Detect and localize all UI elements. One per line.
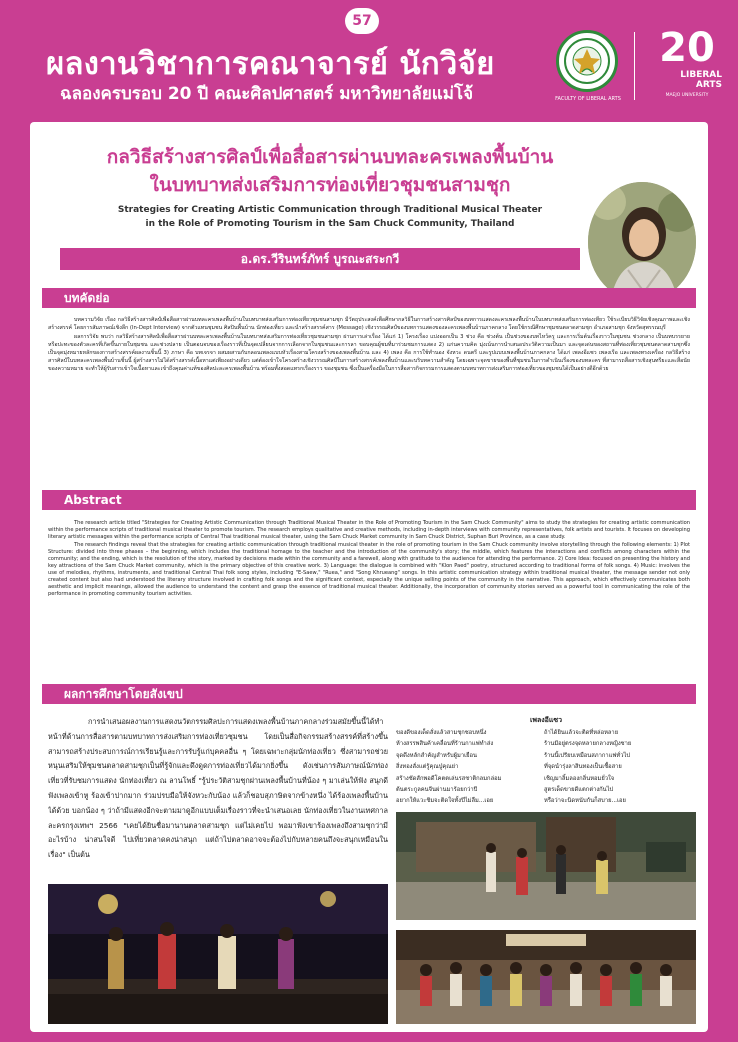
performance-photo-stage — [48, 884, 388, 1024]
poem-line: สูตรเด็ดขายดีแตกต่างกันไป — [544, 787, 614, 794]
article-title-en-line2: in the Role of Promoting Tourism in the Sam Chuck Community, Thailand — [145, 219, 515, 229]
article-card — [30, 122, 708, 1032]
poem-line: สิ่งทองสั่งแต่รู้คุณปู่คุณย่า — [396, 764, 459, 771]
abstract-th-paragraph: ผลการวิจัย พบว่า กลวิธีสร้างสารศิลป์เพื่อสื่อสารผ่านบทละครเพลงพื้นบ้านในบทบาทส่งเสริมการท่องเที่ยวชุมชนสามชุก ผ่านการเล่าเรื่อง ได้แก่ 1) โครงเรื่อง แบ่งออกเป็น 3 ช่วง คือ ช่วงต้น เป็นช่วงของบทไหว้ครู และการเริ่มต้นเรื่องราวในชุมชน ช่วงกลาง เป็นบทบรรยายหรือปะทะของตัวละครที่เกิดขึ้นภายในชุมชน และช่วงปลาย เป็นตอนจบของเรื่องราวที่เป็นจุดเปลี่ยนจากการเลือกจากในชุมชนและการลา ขอบคุณผู้ชมที่มาร่วมชมการแสดง 2) แก่นความคิด มุ่งเน้นการนำเสนอประวัติความเป็นมา และจุดเด่นของสถานที่ท่องเที่ยวชุมชนตลาดสามชุกซึ่งเป็นจุดมุ่งหมายหลักของการสร้างสรรค์ผลงานชิ้นนี้ 3) ภาษา คือ บทเจรจา ผสมผสานกับกลอนเพลงแบบหัวเรื่องสามโครงสร้างของเพลงพื้นบ้าน และ 4) เพลง คือ การใช้ทำนอง จังหวะ ดนตรี และรูปแบบเพลงพื้นบ้านภาคกลาง ได้แก่ เพลงอีแซว เพลงเรือ และเพลงทรงเครื่อง กลวิธีสร้างสารศิลป์ในบทละครเพลงพื้นบ้านชิ้นนี้ ผู้สร้างสารไม่ได้สร้างสรรค์เนื้อหาแต่เพียงอย่างเดียว แต่ต้องเข้าใจโครงสร้างเชิงวรรณศิลป์ในการสร้างสรรค์เพลงพื้นบ้านและบริบทความสำคัญ โดยเฉพาะจุดขายของพื้นที่ชุมชนในการดำเนินเรื่องของบทละคร ที่สามารถสื่อสารเชิงสุนทรียะและสื่อนัยของความหมาย จะทำให้ผู้รับสารเข้าใจเนื้อหาและเข้าถึงคุณค่าแท้ของศิลปะละครเพลงพื้นบ้าน พร้อมทั้งสอดแทรกเรื่องราว ของชุมชน ซึ่งเป็นเครื่องมือในการสื่อสารกิจกรรมการแสดงตามบทบาทการส่งเสริมการท่องเที่ยวของชุมชนได้เป็นอย่างดีอีกด้วย — [48, 334, 690, 373]
header-subtitle: ฉลองครบรอบ 20 ปี คณะศิลปศาสตร์ มหาวิทยาลัยแม่โจ้ — [60, 84, 474, 104]
abstract-th-paragraph: บทความวิจัย เรื่อง กลวิธีสร้างสารศิลป์เพื่อสื่อสารผ่านบทละครเพลงพื้นบ้านในบทบาทส่งเสริมการท่องเที่ยวชุมชนสามชุก มีวัตถุประสงค์เพื่อศึกษากลวิธีในการสร้างสารศิลป์ของบทการแสดงละครเพลงพื้นบ้านในบทบาทส่งเสริมการท่องเที่ยว ใช้ระเบียบวิธีวิจัยเชิงคุณภาพและเชิงสร้างสรรค์ โดยการสัมภาษณ์เชิงลึก (In-Dept Interview) จากตัวแทนชุมชน ศิลปินพื้นบ้าน นักท่องเที่ยว และนำสร้างสรรค์สาร (Message) เชิงวรรณศิลป์ของบทการแสดงของละครเพลงพื้นบ้านภาคกลาง โดยใช้กรณีศึกษาชุมชนตลาดสามชุก อำเภอสามชุก จังหวัดสุพรรณบุรี — [48, 317, 690, 332]
poem-title: เพลงอีแซว — [529, 716, 563, 724]
poem-line: ที่จุดนำรุ่งลาสินทองเป็นเชื้อสาย — [544, 764, 622, 771]
performance-photo-outdoor — [396, 812, 696, 920]
logo-20-number: 20 — [659, 25, 715, 71]
article-title-en-line1: Strategies for Creating Artistic Communication through Traditional Musical Theater — [117, 205, 543, 215]
poem-line: ถ้าได้ยินแล้วจะติดที่หล่อหลาย — [544, 730, 619, 736]
header-title: ผลงานวิชาการคณาจารย์ นักวิจัย — [46, 46, 495, 82]
results-text — [48, 715, 388, 875]
abstract-en-heading: Abstract — [42, 490, 696, 510]
poem-line: ร้านมีอยู่ตรงจุดหลายกลางหญิงชาย — [544, 741, 632, 748]
page-number: 57 — [345, 8, 379, 34]
abstract-en-paragraph: The research findings reveal that the strategies for creating artistic communication through traditional musical theater in the role of promoting tourism in the Sam Chuck community involve storytelling through the following elements: 1) Plot Structure: divided into three phases – the beginning, which includes the traditional homage to the teacher and the introduction of the community's story; the middle, which features the interactions and conflicts among characters within the community; and the ending, which is the resolution of the story, marked by decisions made within the community and a farewell, along with gratitude to the audience for attending the performance. 2) Core Idea: focused on presenting the history and key attractions of the Sam Chuck Market community, which is the primary objective of this creative work. 3) Language: the dialogue is combined with "Klon Paed" poetry, structured according to traditional forms of folk songs. 4) Music: involves the use of melodies, rhythms, instruments, and traditional Central Thai folk song styles, including "E-Saew," "Ruea," and "Song Khrueang" songs. In this artistic communication strategy within traditional musical theater, the message sender not only created content but also had understood the literary structure involved in crafting folk songs and the significant context, especially the unique selling points of the community in the narrative. This approach, which effectively communicates both aesthetic and implicit meanings, allowed the audience to understand the content and grasp the essence of traditional musical theater. Additionally, the incorporation of community stories served as a powerful tool in communicating the role of the performance in promoting community tourism activities. — [48, 542, 690, 598]
abstract-en-text — [48, 520, 690, 670]
poem-left-column — [396, 728, 538, 808]
poem-line: ร้านนี้เปรียบเหมือนสภากาแฟทั่วไป — [544, 752, 631, 759]
poem-line: ห้างสรรพสินค้าเคลื่อนที่ร้านกาแฟทำส่ง — [396, 741, 494, 748]
seal-caption: FACULTY OF LIBERAL ARTS — [555, 96, 621, 102]
poem-line: จุดดึงหลักสำคัญสำหรับผู้มาเยือน — [396, 752, 477, 759]
article-title-th-line2: ในบทบาทส่งเสริมการท่องเที่ยวชุมชนสามชุก — [149, 174, 511, 196]
poem-line: เชิญมาลิ้มลองกลิ่นหอมยั่วใจ — [544, 775, 615, 782]
logo-20-line2: MAEJO UNIVERSITY — [665, 93, 709, 98]
poem-line: หรือว่าจะนิดหนับกันก็สบาย...เอย — [544, 798, 626, 805]
abstract-en-paragraph: The research article titled "Strategies for Creating Artistic Communication through Traditional Musical Theater in the Role of Promoting Tourism in the Sam Chuck Community" aims to study the strategies for creating artistic communication within the performance scripts of traditional musical theater to promote tourism. The research employs qualitative and creative methods, including in-depth interviews with community representatives, folk artists and tourists. It focuses on developing literary artistic messages within the performance scripts of Central Thai traditional musical theater, using the Sam Chuck Market community in Sam Chuck District, Suphan Buri Province, as a case study. — [48, 520, 690, 541]
anniversary-20-logo — [652, 26, 722, 106]
abstract-th-heading: บทคัดย่อ — [42, 288, 696, 308]
poem-line: ของดีของเด็ดสั่งแล้วสามชุกชอบหนึ่ง — [396, 730, 487, 736]
results-heading: ผลการศึกษาโดยสังเขป — [42, 684, 696, 704]
abstract-th-text — [48, 316, 690, 484]
poem-line: ต้นตระกูลคนจีนผ่านมาร้อยกว่าปี — [396, 787, 478, 794]
poem-line: สร้างชัดสักพอดีโคตตเล่นรสชาติกลมกล่อม — [396, 775, 502, 782]
university-seal-icon — [556, 30, 618, 92]
poem-right-column — [544, 728, 686, 808]
author-name: อ.ดร.วีรินทร์ภัทร์ บูรณะสระกวี — [60, 248, 580, 270]
logo-20-line1: LIBERAL ARTS — [680, 70, 722, 90]
author-portrait — [588, 182, 696, 302]
results-paragraph: การนำเสนอผลงานการแสดงนวัตกรรมศิลปะการแสดงเพลงพื้นบ้านภาคกลางร่วมสมัยขึ้นนี้ได้ทำหน้าที่ด้านการสื่อสารตามบทบาทการส่งเสริมการท่องเที่ยวชุมชน โดยเป็นสื่อกิจกรรมสร้างสรรค์ที่สร้างขึ้น สามารถสร้างประสบการณ์การเรียนรู้และการรับรู้แก่บุคคลอื่น ๆ โดยเฉพาะกลุ่มนักท่องเที่ยว ซึ่งสามารถช่วยหนุนเสริมให้ชุมชนตลาดสามชุกเป็นที่รู้จักและดึงดูดการท่องเที่ยวได้มากยิ่งขึ้น ดังเช่นการสัมภาษณ์นักท่องเที่ยวที่รับชมการแสดง นักท่องเที่ยว ณ ลานโพธิ์ "รู้ประวัติสามชุกผ่านเพลงพื้นบ้านที่น้อง ๆ มาเล่นให้ฟัง สนุกดี ฟังเพลงเข้าหู ร้องเข้าปากมาก ร่วมปรบมือให้จังหวะกับน้อง แล้วก็ชอบสุภาษิตจากข้างหนึ่ง ได้ร้องเพลงพื้นบ้านได้ด้วย บอกน้อง ๆ ว่าถ้ามีแสดงอีกจะตามมาดูอีกแบบเต็มเรื่องราวที่จะนำเสนอเลย นักท่องเที่ยวในงานเทศกาลละครกรุงเทพฯ 2566 "เคยได้ยินชื่อมานานตลาดสามชุก แต่ไม่เคยไป พอมาฟังเขาร้องเพลงถึงสามชุกว่ามีอะไรบ้าง น่าสนใจดี ไปเที่ยวตลาดคงน่าสนุก แต่ถ้าไปตลาดอาจจะต้องไปกับหลายคนถึงจะสนุกเหมือนในเรื่อง" เป็นต้น — [48, 717, 388, 860]
article-title-th-line1: กลวิธีสร้างสารศิลป์เพื่อสื่อสารผ่านบทละครเพลงพื้นบ้าน — [106, 146, 554, 168]
logo-divider — [634, 32, 635, 100]
poem-line: อยากให้แวะชิมจะติดใจทั้งปีไม่ลืม...เอย — [396, 798, 494, 805]
group-photo — [396, 930, 696, 1024]
